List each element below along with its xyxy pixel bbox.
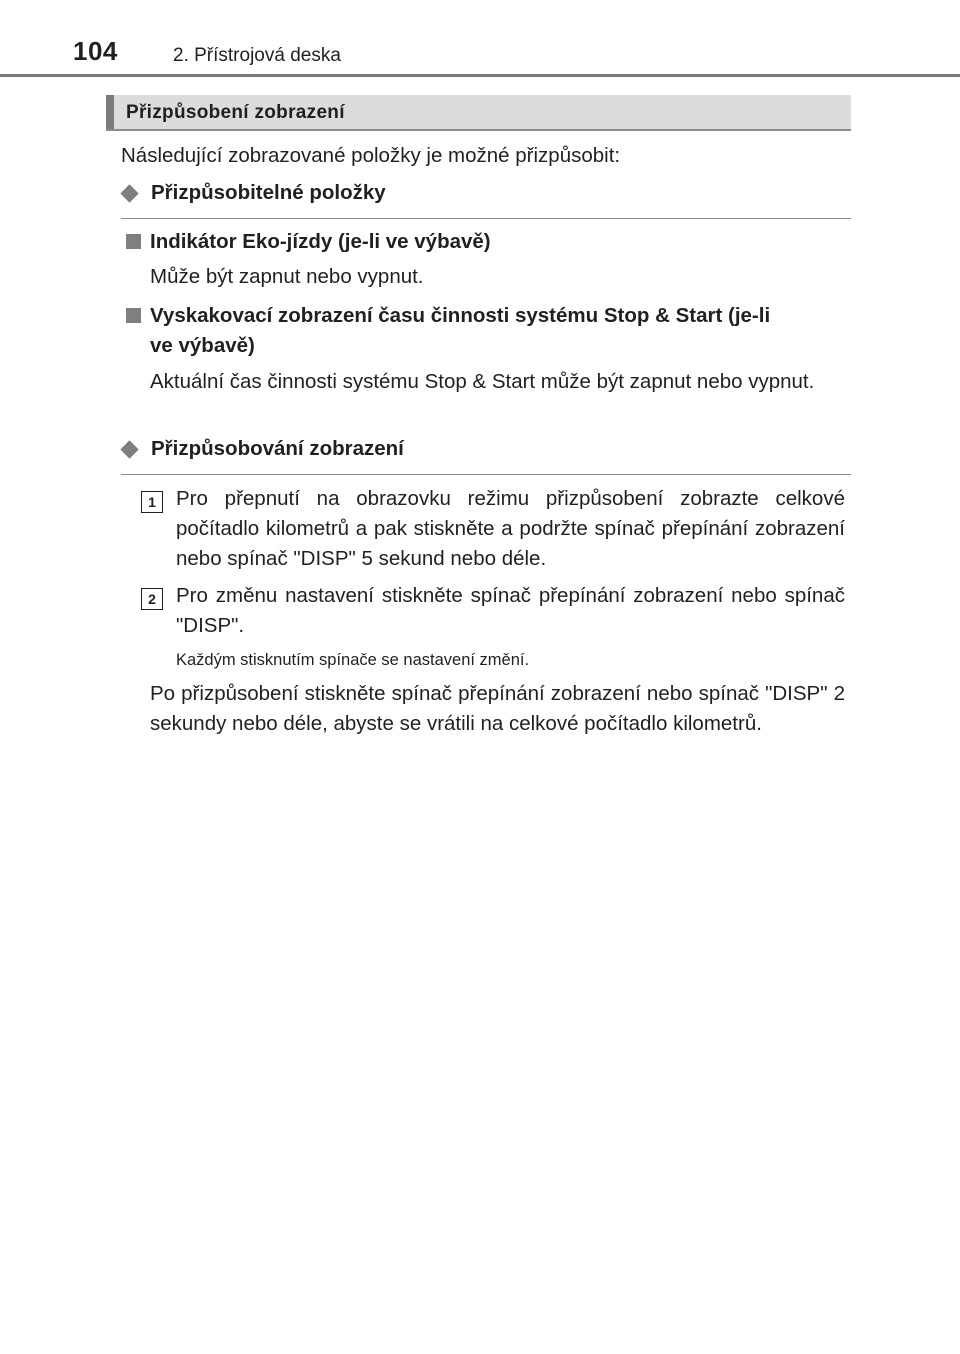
step-number-badge: 2 xyxy=(141,588,163,610)
section-title-bar xyxy=(106,95,851,131)
step-text: Pro změnu nastavení stiskněte spínač přepínání zobrazení nebo spínač "DISP". xyxy=(176,584,845,637)
item-title-stop-start-line1: Vyskakovací zobrazení času činnosti systému Stop & Start (je-li xyxy=(150,304,771,327)
diamond-bullet-icon xyxy=(120,440,138,458)
closing-text: Po přizpůsobení stiskněte spínač přepínání zobrazení nebo spínač "DISP" 2 sekundy nebo déle, abyste se vrátili na celkové počítadlo kilometrů. xyxy=(150,682,845,735)
subheading-customizable-items xyxy=(121,178,851,219)
header-divider xyxy=(0,74,960,77)
item-body-eco-indicator: Může být zapnut nebo vypnut. xyxy=(150,265,424,288)
subheading-label: Přizpůsobování zobrazení xyxy=(151,437,404,460)
square-bullet-icon xyxy=(126,308,141,323)
section-title: Přizpůsobení zobrazení xyxy=(126,102,345,123)
item-title-eco-indicator: Indikátor Eko-jízdy (je-li ve výbavě) xyxy=(150,230,491,253)
step-text: Pro přepnutí na obrazovku režimu přizpůsobení zobrazte celkové počítadlo kilometrů a pak stiskněte a podržte spínač přepínání zobrazení nebo spínač "DISP" 5 sekund nebo déle. xyxy=(176,487,845,570)
subheading-label: Přizpůsobitelné položky xyxy=(151,181,386,204)
intro-text: Následující zobrazované položky je možné přizpůsobit: xyxy=(121,144,621,167)
page-header xyxy=(0,0,960,80)
item-title-stop-start-line2: ve výbavě) xyxy=(150,334,255,357)
page-number: 104 xyxy=(73,36,118,66)
chapter-title: 2. Přístrojová deska xyxy=(173,45,341,66)
square-bullet-icon xyxy=(126,234,141,249)
diamond-bullet-icon xyxy=(120,184,138,202)
subheading-customizing-display xyxy=(121,434,851,475)
item-body-stop-start: Aktuální čas činnosti systému Stop & Start může být zapnut nebo vypnut. xyxy=(150,370,815,393)
step-number-badge: 1 xyxy=(141,491,163,513)
note-text: Každým stisknutím spínače se nastavení změní. xyxy=(176,651,530,669)
